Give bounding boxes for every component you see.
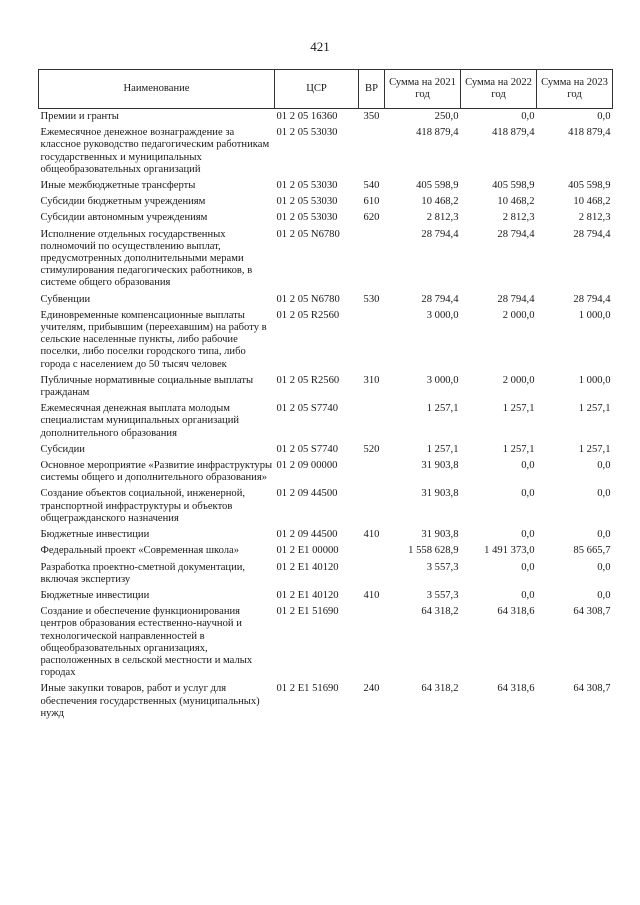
header-2021: Сумма на 2021 год — [385, 70, 461, 109]
row-amount-2022: 0,0 — [521, 111, 535, 122]
row-name: Федеральный проект «Современная школа» — [40, 545, 240, 557]
row-amount-2021: 1 558 628,9 — [408, 545, 459, 557]
table-row — [39, 227, 613, 292]
row-csr: 01 2 05 53030 — [276, 127, 338, 139]
table-row — [39, 527, 613, 543]
row-csr: 01 2 05 R2560 — [276, 374, 340, 386]
header-2022: Сумма на 2022 год — [461, 70, 537, 109]
row-amount-2022: 64 318,6 — [497, 606, 535, 618]
table-row — [39, 194, 613, 210]
table-header — [39, 70, 613, 109]
row-name: Иные межбюджетные трансферты — [40, 180, 196, 192]
row-vr — [359, 560, 385, 588]
row-amount-2021: 64 318,2 — [421, 683, 459, 695]
row-amount-2022: 28 794,4 — [497, 293, 535, 305]
row-amount-2021: 418 879,4 — [416, 127, 459, 139]
row-name: Ежемесячное денежное вознаграждение за классное руководство педагогическим работникам государственных и муниципальных общеобразовательных организаций — [40, 127, 270, 175]
row-name: Публичные нормативные социальные выплаты гражданам — [40, 374, 254, 399]
row-vr — [359, 486, 385, 527]
row-csr: 01 2 05 N6780 — [276, 228, 340, 240]
row-amount-2022: 0,0 — [521, 460, 535, 472]
row-csr: 01 2 09 00000 — [276, 460, 338, 472]
row-amount-2023: 0,0 — [597, 460, 611, 472]
row-vr: 410 — [363, 589, 380, 601]
row-csr: 01 2 05 53030 — [276, 180, 338, 192]
row-vr — [359, 227, 385, 292]
row-amount-2023: 28 794,4 — [573, 293, 611, 305]
row-amount-2021: 1 257,1 — [426, 403, 459, 415]
row-amount-2021: 3 000,0 — [426, 374, 459, 386]
row-amount-2021: 1 257,1 — [426, 443, 459, 455]
row-vr: 310 — [363, 374, 380, 386]
header-csr: ЦСР — [275, 70, 359, 109]
row-amount-2021: 28 794,4 — [421, 293, 459, 305]
row-amount-2023: 405 598,9 — [568, 180, 611, 192]
table-body — [39, 109, 613, 722]
row-csr: 01 2 05 53030 — [276, 212, 338, 224]
table-row — [39, 442, 613, 458]
row-amount-2022: 2 000,0 — [502, 374, 535, 386]
row-amount-2023: 0,0 — [597, 111, 611, 122]
row-amount-2023: 0,0 — [597, 488, 611, 500]
row-name: Субсидии бюджетным учреждениям — [40, 196, 206, 208]
row-vr: 620 — [363, 212, 380, 224]
row-csr: 01 2 05 53030 — [276, 196, 338, 208]
row-amount-2023: 85 665,7 — [573, 545, 611, 557]
row-name: Ежемесячная денежная выплата молодым специалистам муниципальных организаций дополнительного образования — [40, 403, 240, 439]
table-row — [39, 109, 613, 126]
row-name: Основное мероприятие «Развитие инфраструктуры системы общего и дополнительного образования» — [40, 460, 273, 484]
row-amount-2021: 405 598,9 — [416, 180, 459, 192]
row-amount-2021: 3 000,0 — [426, 309, 459, 321]
row-amount-2021: 250,0 — [434, 111, 459, 122]
row-name: Премии и гранты — [40, 111, 119, 122]
row-amount-2023: 1 257,1 — [578, 403, 611, 415]
row-vr: 530 — [363, 293, 380, 305]
row-vr: 240 — [363, 683, 380, 695]
row-name: Бюджетные инвестиции — [40, 529, 150, 541]
row-vr — [359, 125, 385, 178]
row-amount-2022: 418 879,4 — [492, 127, 535, 139]
row-vr: 610 — [363, 196, 380, 208]
row-csr: 01 2 05 S7740 — [276, 443, 339, 455]
row-amount-2023: 28 794,4 — [573, 228, 611, 240]
row-amount-2022: 0,0 — [521, 529, 535, 541]
row-vr — [359, 308, 385, 373]
row-csr: 01 2 E1 51690 — [276, 683, 339, 695]
row-vr — [359, 604, 385, 681]
row-amount-2021: 31 903,8 — [421, 460, 459, 472]
row-amount-2021: 28 794,4 — [421, 228, 459, 240]
row-amount-2023: 64 308,7 — [573, 683, 611, 695]
row-csr: 01 2 E1 51690 — [276, 606, 339, 618]
row-csr: 01 2 E1 40120 — [276, 589, 339, 601]
table-row — [39, 125, 613, 178]
row-amount-2022: 2 812,3 — [502, 212, 535, 224]
table-row — [39, 560, 613, 588]
table-row — [39, 486, 613, 527]
row-name: Субсидии автономным учреждениям — [40, 212, 208, 224]
table-row — [39, 373, 613, 401]
row-amount-2023: 0,0 — [597, 561, 611, 573]
row-amount-2023: 2 812,3 — [578, 212, 611, 224]
row-csr: 01 2 05 S7740 — [276, 403, 339, 415]
header-2023: Сумма на 2023 год — [537, 70, 613, 109]
row-amount-2022: 10 468,2 — [497, 196, 535, 208]
row-amount-2021: 2 812,3 — [426, 212, 459, 224]
row-csr: 01 2 E1 00000 — [276, 545, 339, 557]
row-vr — [359, 401, 385, 442]
row-name: Субвенции — [40, 293, 91, 305]
row-vr: 540 — [363, 180, 380, 192]
budget-table — [38, 69, 613, 722]
row-amount-2023: 418 879,4 — [568, 127, 611, 139]
table-row — [39, 401, 613, 442]
row-name: Создание объектов социальной, инженерной, транспортной инфраструктуры и объектов общегражданского назначения — [40, 488, 246, 524]
row-amount-2022: 28 794,4 — [497, 228, 535, 240]
row-amount-2021: 31 903,8 — [421, 529, 459, 541]
table-row — [39, 681, 613, 722]
row-amount-2022: 1 491 373,0 — [484, 545, 535, 557]
row-name: Бюджетные инвестиции — [40, 589, 150, 601]
table-row — [39, 178, 613, 194]
row-name: Иные закупки товаров, работ и услуг для обеспечения государственных (муниципальных) нужд — [40, 683, 260, 719]
row-csr: 01 2 E1 40120 — [276, 561, 339, 573]
header-vr: ВР — [359, 70, 385, 109]
table-row — [39, 308, 613, 373]
row-amount-2022: 2 000,0 — [502, 309, 535, 321]
row-vr: 410 — [363, 529, 380, 541]
table-row — [39, 543, 613, 559]
row-vr — [359, 543, 385, 559]
page-number: 421 — [310, 39, 330, 54]
row-amount-2021: 64 318,2 — [421, 606, 459, 618]
row-amount-2021: 31 903,8 — [421, 488, 459, 500]
row-amount-2023: 0,0 — [597, 589, 611, 601]
header-name: Наименование — [39, 70, 275, 109]
row-name: Единовременные компенсационные выплаты учителям, прибывшим (переехавшим) на работу в сельские населенные пункты, либо рабочие поселки, либо поселки городского типа, либо города с населением до 50 тысяч человек — [40, 309, 267, 370]
row-name: Создание и обеспечение функционирования центров образования естественно-научной и технологической направленностей в общеобразовательных организациях, расположенных в сельской местности и малых городах — [40, 606, 253, 679]
row-csr: 01 2 05 R2560 — [276, 309, 340, 321]
row-amount-2023: 1 000,0 — [578, 374, 611, 386]
table-row — [39, 458, 613, 486]
row-amount-2022: 0,0 — [521, 488, 535, 500]
row-amount-2021: 3 557,3 — [426, 589, 459, 601]
row-amount-2023: 1 000,0 — [578, 309, 611, 321]
row-amount-2021: 3 557,3 — [426, 561, 459, 573]
row-csr: 01 2 05 N6780 — [276, 293, 340, 305]
row-amount-2023: 1 257,1 — [578, 443, 611, 455]
table-row — [39, 292, 613, 308]
table-row — [39, 588, 613, 604]
row-amount-2022: 405 598,9 — [492, 180, 535, 192]
row-vr — [359, 458, 385, 486]
row-amount-2021: 10 468,2 — [421, 196, 459, 208]
row-csr: 01 2 09 44500 — [276, 488, 338, 500]
row-name: Разработка проектно-сметной документации, включая экспертизу — [40, 561, 246, 585]
row-vr: 520 — [363, 443, 380, 455]
row-amount-2022: 1 257,1 — [502, 443, 535, 455]
row-amount-2023: 10 468,2 — [573, 196, 611, 208]
row-vr: 350 — [363, 111, 380, 122]
row-csr: 01 2 09 44500 — [276, 529, 338, 541]
row-name: Субсидии — [40, 443, 85, 455]
row-name: Исполнение отдельных государственных полномочий по осуществлению выплат, предусмотренных дополнительными мерами стимулирования педагогических работников, в системе общего образования — [40, 228, 253, 289]
row-amount-2023: 64 308,7 — [573, 606, 611, 618]
table-row — [39, 210, 613, 226]
row-amount-2022: 0,0 — [521, 589, 535, 601]
row-csr: 01 2 05 16360 — [276, 111, 338, 122]
row-amount-2022: 0,0 — [521, 561, 535, 573]
row-amount-2022: 1 257,1 — [502, 403, 535, 415]
table-row — [39, 604, 613, 681]
row-amount-2023: 0,0 — [597, 529, 611, 541]
row-amount-2022: 64 318,6 — [497, 683, 535, 695]
